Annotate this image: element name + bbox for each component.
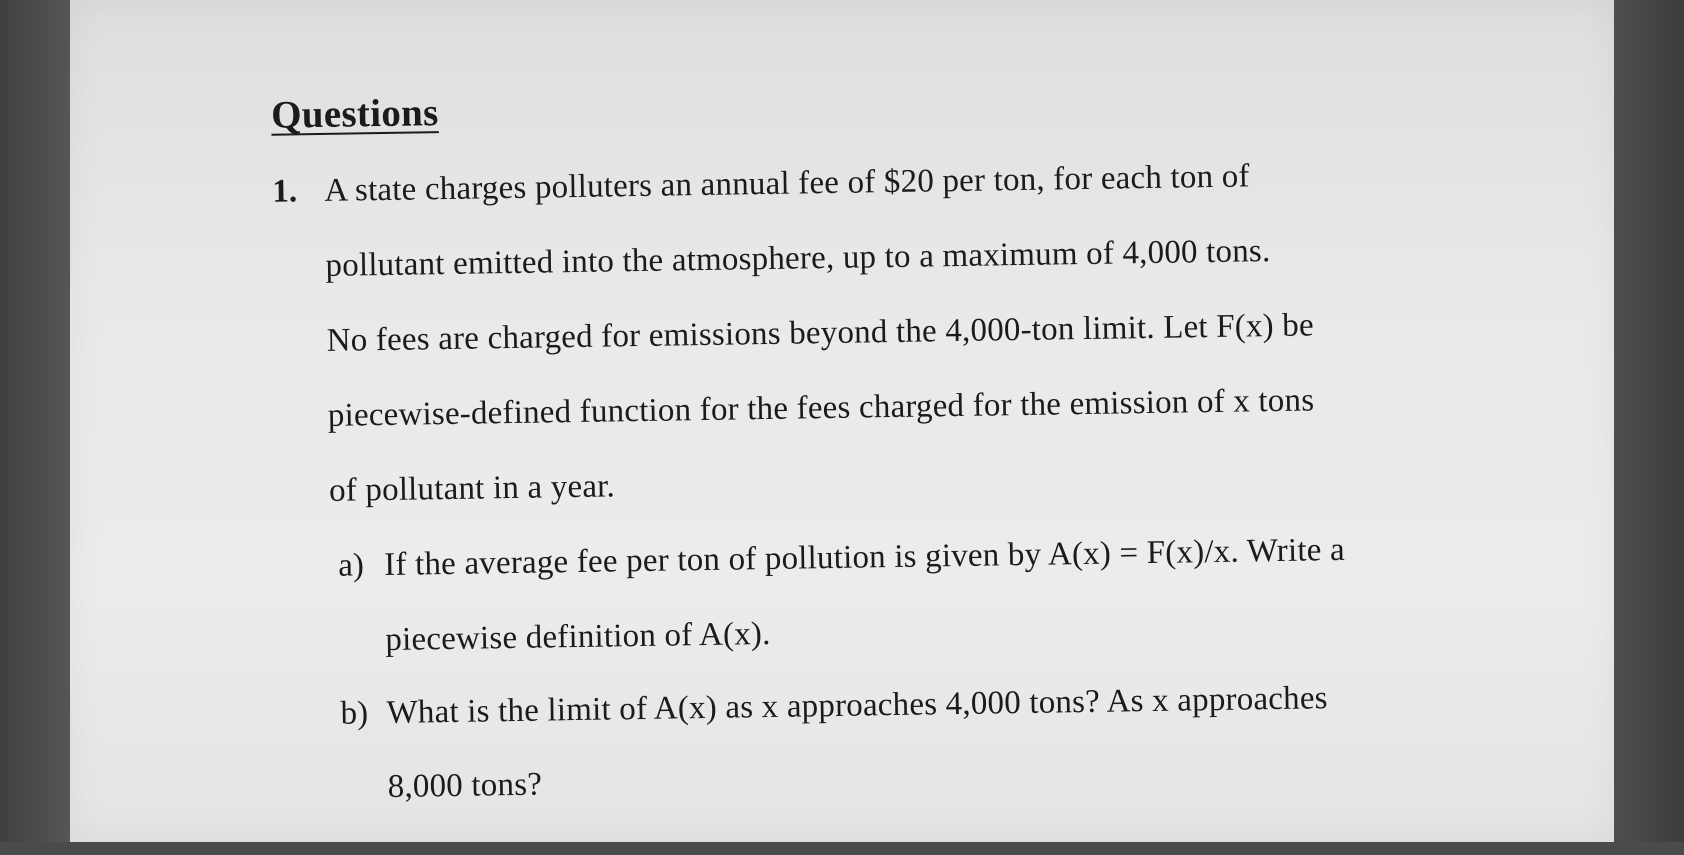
question-line-4: piecewise-defined function for the fees charged for the emission of x tons (327, 382, 1315, 434)
question-line-2: pollutant emitted into the atmosphere, up to a maximum of 4,000 tons. (325, 233, 1271, 284)
part-a-label: a) (337, 547, 365, 584)
question-number: 1. (272, 173, 298, 210)
part-b-line-1: What is the limit of A(x) as x approaches 4,000 tons? As x approaches (386, 680, 1328, 731)
question-line-1: A state charges polluters an annual fee of $20 per ton, for each ton of (324, 158, 1250, 209)
question-line-3: No fees are charged for emissions beyond the 4,000-ton limit. Let F(x) be (326, 307, 1315, 359)
question-line-5: of pollutant in a year. (328, 468, 616, 509)
part-a-line-2: piecewise definition of A(x). (385, 615, 771, 659)
part-b-label: b) (340, 695, 369, 732)
page-title: Questions (270, 91, 439, 137)
part-a-line-1: If the average fee per ton of pollution is given by A(x) = F(x)/x. Write a (383, 531, 1346, 584)
part-b-line-2: 8,000 tons? (387, 766, 543, 805)
